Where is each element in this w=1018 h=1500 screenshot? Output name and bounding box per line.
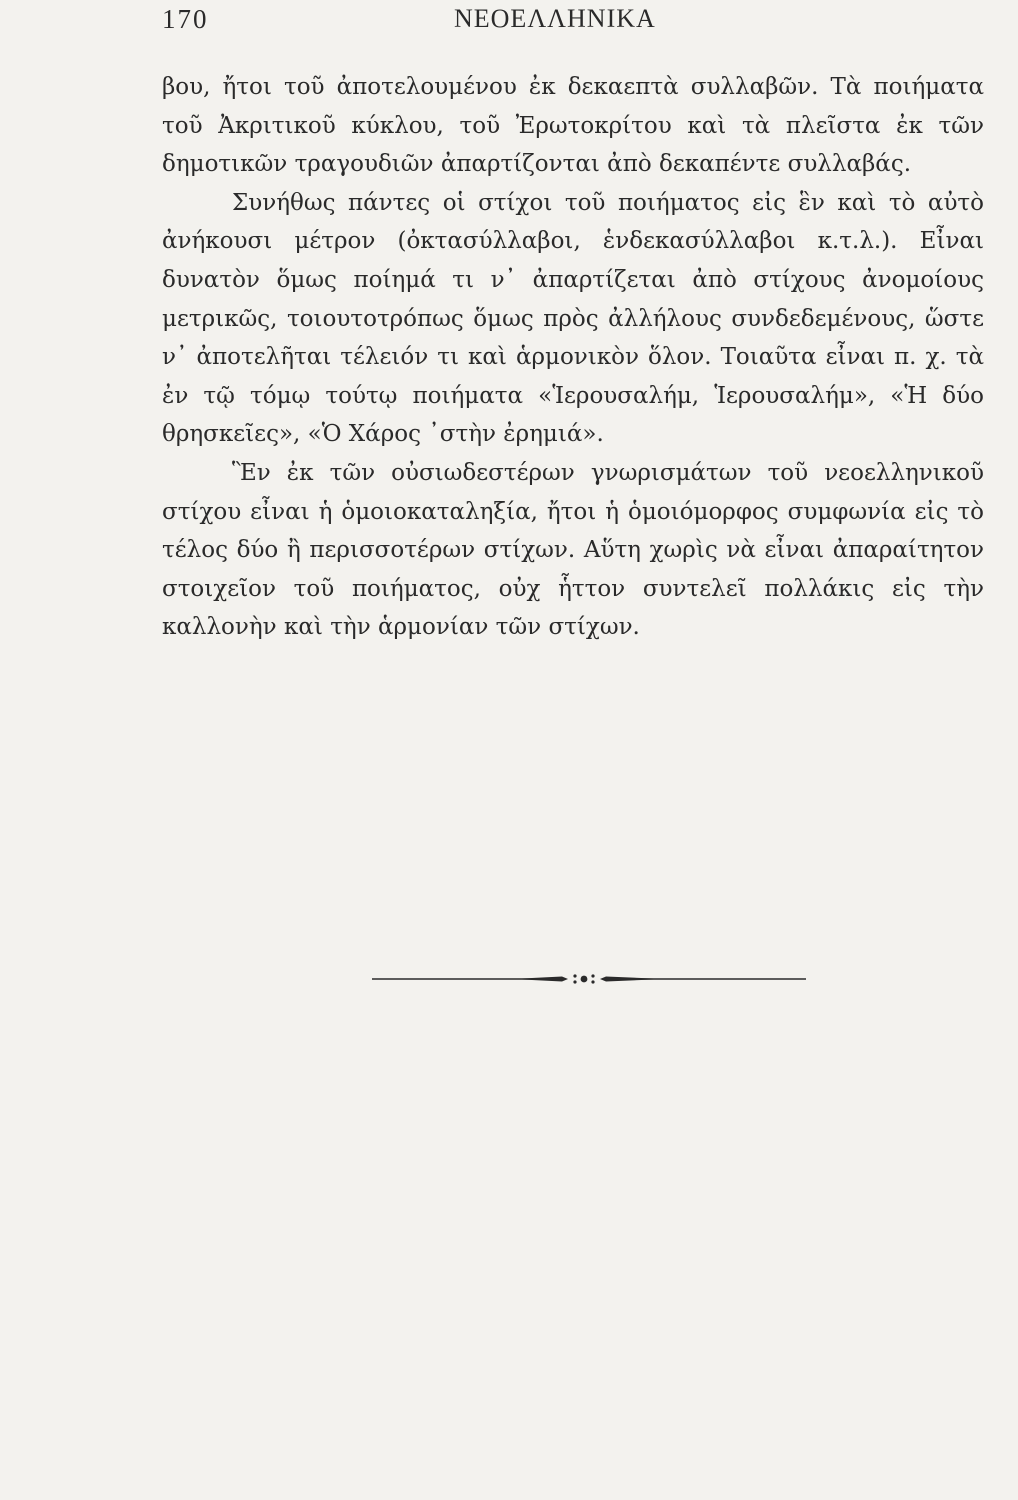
body-text: [162, 68, 984, 647]
paragraph-1: βου, ἤτοι τοῦ ἀποτελουμένου ἐκ δεκαεπτὰ συλλαβῶν. Τὰ ποιήματα τοῦ Ἀκριτικοῦ κύκλου, τοῦ Ἐρωτοκρίτου καὶ τὰ πλεῖστα ἐκ τῶν δημοτικῶν τραγουδιῶν ἀπαρτίζονται ἀπὸ δεκαπέντε συλλαβάς.: [162, 74, 984, 178]
running-title: ΝΕΟΕΛΛΗΝΙΚΑ: [454, 4, 656, 33]
paragraph-2: Συνήθως πάντες οἱ στίχοι τοῦ ποιήματος εἰς ἓν καὶ τὸ αὐτὸ ἀνήκουσι μέτρον (ὀκτασύλλαβοι, ἑνδεκασύλλαβοι κ.τ.λ.). Εἶναι δυνατὸν ὅμως ποίημά τι ν᾽ ἀπαρτίζεται ἀπὸ στίχους ἀνομοίους μετρικῶς, τοιουτοτρόπως ὅμως πρὸς ἀλλήλους συνδεδεμένους, ὥστε ν᾽ ἀποτελῆται τέλειόν τι καὶ ἁρμονικὸν ὅλον. Τοιαῦτα εἶναι π. χ. τὰ ἐν τῷ τόμῳ τούτῳ ποιήματα «Ἱερουσαλήμ, Ἱερουσαλήμ», «Ἡ δύο θρησκεῖες», «Ὁ Χάρος ᾽στὴν ἐρημιά».: [162, 189, 984, 448]
page-header: [162, 4, 982, 44]
divider-ornament-icon: [372, 972, 806, 986]
paragraph-3: Ἓν ἐκ τῶν οὐσιωδεστέρων γνωρισμάτων τοῦ νεοελληνικοῦ στίχου εἶναι ἡ ὁμοιοκαταληξία, ἤτοι ἡ ὁμοιόμορφος συμφωνία εἰς τὸ τέλος δύο ἢ περισσοτέρων στίχων. Αὕτη χωρὶς νὰ εἶναι ἀπαραίτητον στοιχεῖον τοῦ ποιήματος, οὐχ ἧττον συντελεῖ πολλάκις εἰς τὴν καλλονὴν καὶ τὴν ἁρμονίαν τῶν στίχων.: [162, 459, 984, 641]
section-divider-ornament: [372, 972, 806, 986]
page-number: 170: [162, 4, 209, 34]
